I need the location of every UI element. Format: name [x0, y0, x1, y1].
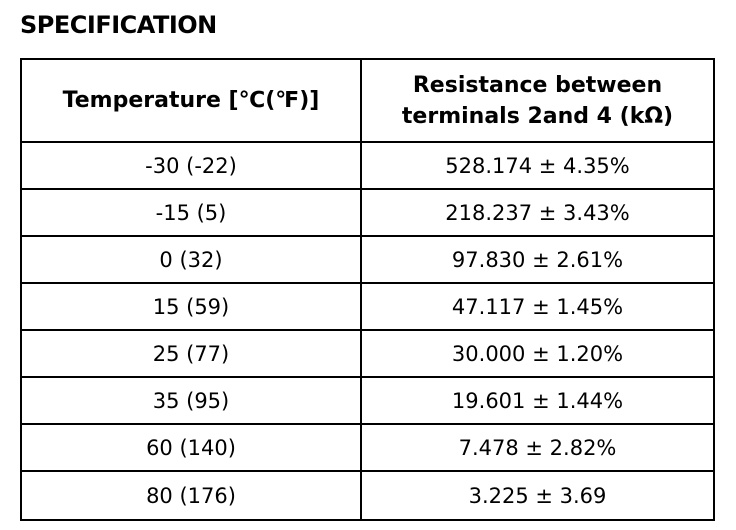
resistance-cell: 7.478 ± 2.82% [361, 424, 714, 471]
temperature-cell: -30 (-22) [21, 142, 361, 189]
temperature-header-label: Temperature [℃(℉)] [62, 88, 320, 113]
resistance-cell: 528.174 ± 4.35% [361, 142, 714, 189]
temperature-cell: 60 (140) [21, 424, 361, 471]
temperature-cell: 0 (32) [21, 236, 361, 283]
table-row [21, 330, 714, 377]
resistance-cell: 47.117 ± 1.45% [361, 283, 714, 330]
table-row [21, 377, 714, 424]
resistance-cell: 218.237 ± 3.43% [361, 189, 714, 236]
table-header-row [21, 59, 714, 142]
temperature-column-header [21, 59, 361, 142]
table-row [21, 142, 714, 189]
resistance-cell: 97.830 ± 2.61% [361, 236, 714, 283]
temperature-cell: 15 (59) [21, 283, 361, 330]
table-row [21, 189, 714, 236]
temperature-cell: 25 (77) [21, 330, 361, 377]
resistance-cell: 19.601 ± 1.44% [361, 377, 714, 424]
temperature-cell: 80 (176) [21, 471, 361, 520]
table-row [21, 424, 714, 471]
specification-table [20, 58, 715, 521]
resistance-header-line-1: Resistance between [412, 72, 663, 98]
temperature-cell: -15 (5) [21, 189, 361, 236]
resistance-column-header [361, 59, 714, 142]
temperature-cell: 35 (95) [21, 377, 361, 424]
table-row [21, 236, 714, 283]
page-title: SPECIFICATION [20, 11, 217, 39]
resistance-cell: 3.225 ± 3.69 [361, 471, 714, 520]
resistance-cell: 30.000 ± 1.20% [361, 330, 714, 377]
table-row [21, 283, 714, 330]
table-row [21, 471, 714, 520]
resistance-header-line-2: terminals 2and 4 (kΩ) [401, 103, 674, 129]
